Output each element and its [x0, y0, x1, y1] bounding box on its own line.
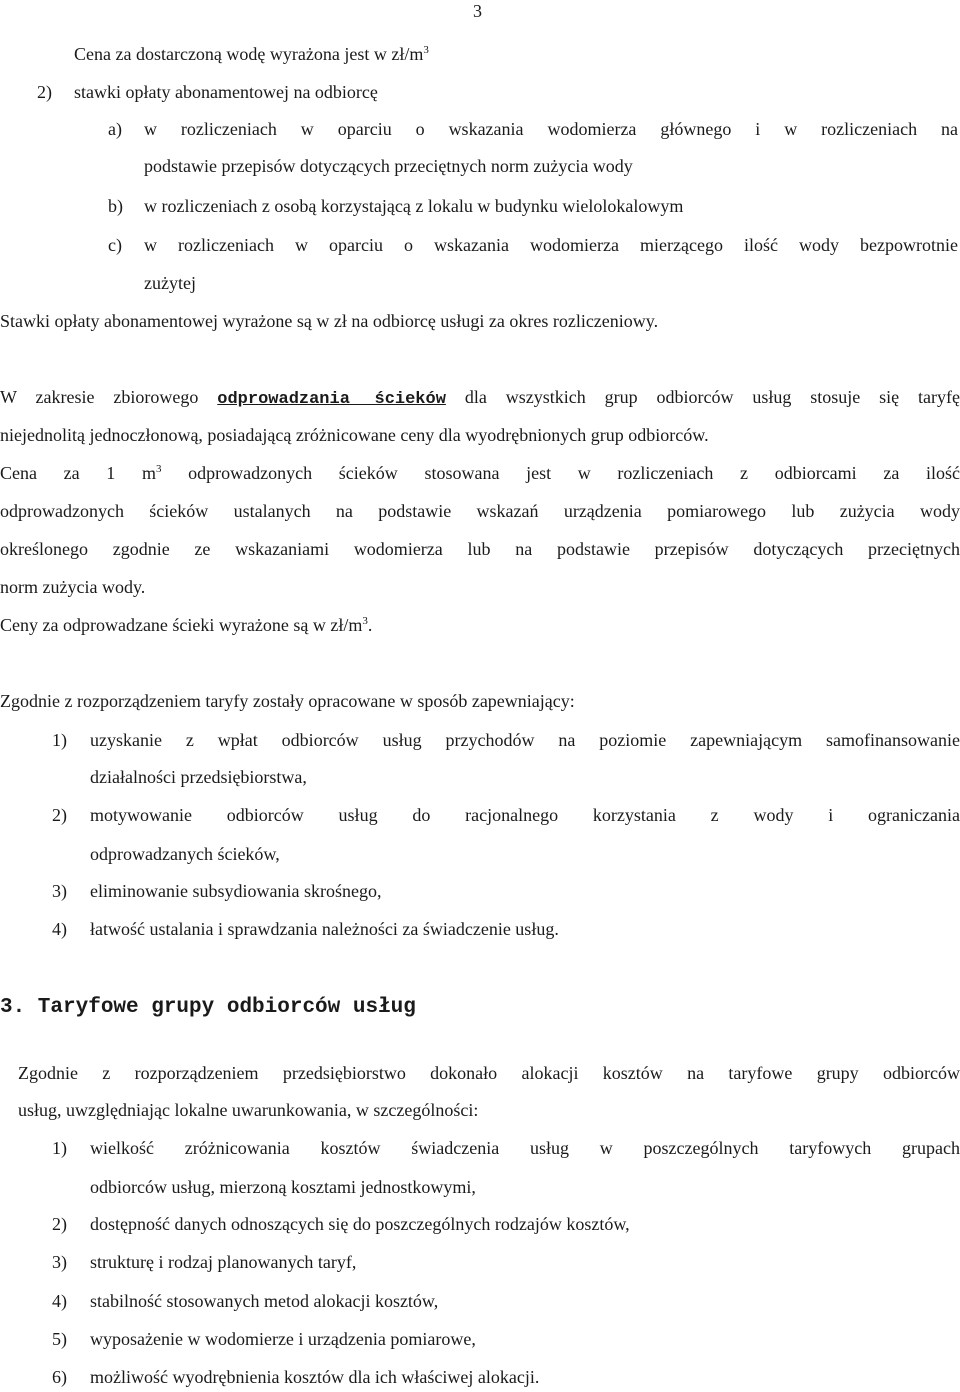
regulation-item-1-line-1: uzyskanie z wpłat odbiorców usług przychodów na poziomie zapewniającym samofinansowanie	[90, 730, 960, 750]
water-price-line	[74, 45, 429, 63]
sewage-tariff-post: dla wszystkich grup odbiorców usług stosuje się taryfę	[445, 387, 960, 407]
list-number: 3)	[52, 1252, 67, 1272]
regulation-item-1-line-2: działalności przedsiębiorstwa,	[90, 767, 307, 787]
subscription-fee-note: Stawki opłaty abonamentowej wyrażone są w zł na odbiorcę usługi za okres rozliczeniowy.	[0, 311, 659, 331]
sewage-tariff-line-2: niejednolitą jednoczłonową, posiadającą zróżnicowane ceny dla wyodrębnionych grup odbiorców.	[0, 425, 709, 445]
sewage-price-line-2: odprowadzonych ścieków ustalanych na podstawie wskazań urządzenia pomiarowego lub zużycia wody	[0, 501, 960, 521]
sub-label-a: a)	[108, 119, 122, 139]
page-number: 3	[473, 1, 482, 21]
allocation-intro-line-2: usług, uwzględniając lokalne uwarunkowania, w szczególności:	[18, 1100, 479, 1120]
list-number: 6)	[52, 1367, 67, 1387]
allocation-item-1-line-1: wielkość zróżnicowania kosztów świadczenia usług w poszczególnych taryfowych grupach	[90, 1138, 960, 1158]
sub-label-c: c)	[108, 235, 122, 255]
water-price-text: Cena za dostarczoną wodę wyrażona jest w zł/m	[74, 44, 424, 64]
allocation-item-4: stabilność stosowanych metod alokacji kosztów,	[90, 1291, 439, 1311]
subscription-fee-heading: stawki opłaty abonamentowej na odbiorcę	[74, 82, 378, 102]
sewage-price-line-5-sup: 3	[362, 615, 368, 627]
regulation-item-3: eliminowanie subsydiowania skrośnego,	[90, 881, 382, 901]
list-number: 1)	[52, 730, 67, 750]
allocation-item-1-line-2: odbiorców usług, mierzoną kosztami jednostkowymi,	[90, 1177, 476, 1197]
list-number: 2)	[37, 82, 52, 102]
sewage-price-line-5	[0, 616, 372, 634]
sub-c-line-1: w rozliczeniach w oparciu o wskazania wodomierza mierzącego ilość wody bezpowrotnie	[144, 235, 958, 255]
sewage-price-line-5-end: .	[367, 615, 373, 635]
regulation-intro: Zgodnie z rozporządzeniem taryfy zostały opracowane w sposób zapewniający:	[0, 691, 575, 711]
sub-c-line-2: zużytej	[144, 273, 196, 293]
list-number: 2)	[52, 805, 67, 825]
allocation-intro-line-1: Zgodnie z rozporządzeniem przedsiębiorstwo dokonało alokacji kosztów na taryfowe grupy odbiorców	[18, 1063, 960, 1083]
sub-label-b: b)	[108, 196, 123, 216]
sewage-price-line-4: norm zużycia wody.	[0, 577, 146, 597]
list-number: 5)	[52, 1329, 67, 1349]
sub-a-line-1: w rozliczeniach w oparciu o wskazania wodomierza głównego i w rozliczeniach na	[144, 119, 958, 139]
allocation-item-5: wyposażenie w wodomierze i urządzenia pomiarowe,	[90, 1329, 476, 1349]
sewage-price-line-5-text: Ceny za odprowadzane ścieki wyrażone są w zł/m	[0, 615, 363, 635]
list-number: 3)	[52, 881, 67, 901]
allocation-item-2: dostępność danych odnoszących się do poszczególnych rodzajów kosztów,	[90, 1214, 630, 1234]
sewage-tariff-line-1	[0, 388, 960, 408]
allocation-item-3: strukturę i rodzaj planowanych taryf,	[90, 1252, 357, 1272]
list-number: 4)	[52, 1291, 67, 1311]
allocation-item-6: możliwość wyodrębnienia kosztów dla ich właściwej alokacji.	[90, 1367, 540, 1387]
sub-b-line-1: w rozliczeniach z osobą korzystającą z lokalu w budynku wielolokalowym	[144, 196, 684, 216]
sewage-price-pre: Cena za 1 m	[0, 463, 156, 483]
list-number: 1)	[52, 1138, 67, 1158]
sewage-price-line-1	[0, 464, 960, 482]
section-heading: 3. Taryfowe grupy odbiorców usług	[0, 996, 416, 1019]
sewage-tariff-pre: W zakresie zbiorowego	[0, 387, 218, 407]
sub-a-line-2: podstawie przepisów dotyczących przeciętnych norm zużycia wody	[144, 156, 633, 176]
water-price-sup: 3	[423, 44, 429, 56]
list-number: 2)	[52, 1214, 67, 1234]
sewage-price-sup: 3	[155, 463, 162, 475]
sewage-tariff-underlined: odprowadzania ścieków	[217, 390, 446, 409]
regulation-item-4: łatwość ustalania i sprawdzania należności za świadczenie usług.	[90, 919, 559, 939]
sewage-price-post: odprowadzonych ścieków stosowana jest w rozliczeniach z odbiorcami za ilość	[161, 463, 960, 483]
regulation-item-2-line-1: motywowanie odbiorców usług do racjonalnego korzystania z wody i ograniczania	[90, 805, 960, 825]
list-number: 4)	[52, 919, 67, 939]
regulation-item-2-line-2: odprowadzanych ścieków,	[90, 844, 280, 864]
sewage-price-line-3: określonego zgodnie ze wskazaniami wodomierza lub na podstawie przepisów dotyczących przeciętnych	[0, 539, 960, 559]
